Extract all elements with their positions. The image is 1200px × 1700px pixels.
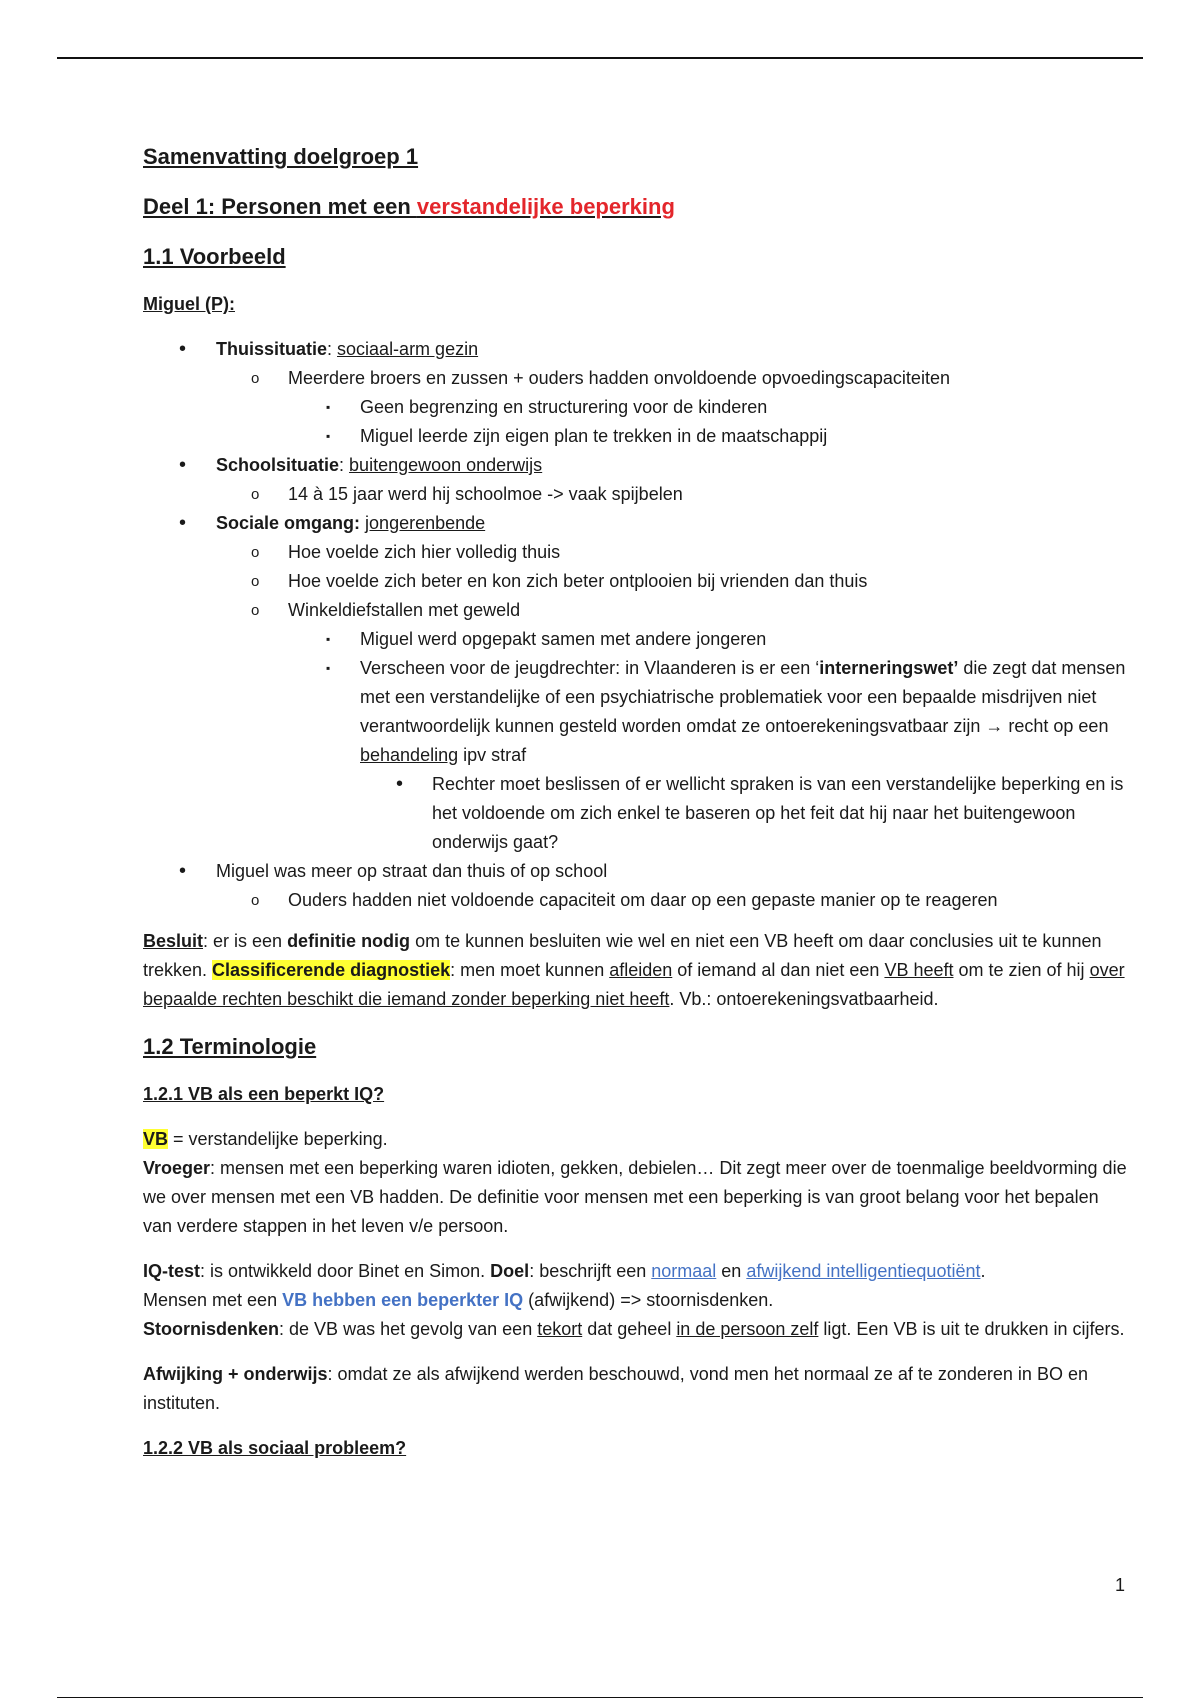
text-run: : de VB was het gevolg van een (279, 1319, 538, 1339)
besluit-label: Besluit (143, 931, 204, 951)
text-run: ligt. Een VB is uit te drukken in cijfers. (818, 1319, 1125, 1339)
thuis-value: sociaal-arm gezin (337, 339, 479, 359)
list-item-text: Winkeldiefstallen met geweld (288, 600, 521, 620)
bullet-icon: • (179, 860, 187, 882)
circle-bullet-icon: o (251, 544, 260, 561)
school-value: buitengewoon onderwijs (349, 455, 543, 475)
miguel-list (143, 335, 1128, 915)
circle-bullet-icon: o (251, 486, 260, 503)
vb-highlight: VB (143, 1129, 169, 1149)
circle-bullet-icon: o (251, 370, 260, 387)
list-item-text: Miguel leerde zijn eigen plan te trekken in de maatschappij (360, 426, 828, 446)
iq-test-label: IQ-test (143, 1261, 201, 1281)
text-run: : omdat ze als afwijkend werden beschouwd, vond men het normaal ze af te zonderen in BO en instituten. (143, 1364, 1088, 1413)
afwijking-paragraph (143, 1360, 1128, 1418)
list-item (143, 538, 1128, 567)
section-1-2-heading: 1.2 Terminologie (143, 1034, 317, 1059)
list-item (143, 857, 1128, 886)
bullet-icon: • (396, 773, 404, 795)
header-rule (57, 57, 1143, 59)
afwijking-label: Afwijking + onderwijs (143, 1364, 328, 1384)
list-item-text: Verscheen voor de jeugdrechter: in Vlaanderen is er een ‘ (360, 658, 820, 678)
miguel-heading: Miguel (P): (143, 294, 235, 314)
tekort-term: tekort (537, 1319, 583, 1339)
list-item-text: Rechter moet beslissen of er wellicht spraken is van een verstandelijke beperking en is het voldoende om zich enkel te baseren op het feit dat hij naar het buitengewoon onderwijs gaat? (432, 774, 1124, 852)
document-body (143, 140, 1128, 1479)
square-bullet-icon: ▪ (326, 429, 331, 443)
text-run: . Vb.: ontoerekeningsvatbaarheid. (669, 989, 939, 1009)
text-run: : men moet kunnen (450, 960, 610, 980)
thuis-label: Thuissituatie (216, 339, 328, 359)
list-item (143, 451, 1128, 480)
list-item (143, 770, 1128, 857)
doel-label: Doel (490, 1261, 530, 1281)
beperkter-iq-term: VB hebben een beperkter IQ (282, 1290, 524, 1310)
list-item-text: Hoe voelde zich beter en kon zich beter ontplooien bij vrienden dan thuis (288, 571, 868, 591)
list-item-text: Miguel was meer op straat dan thuis of op school (216, 861, 608, 881)
text-run: : beschrijft een (529, 1261, 652, 1281)
circle-bullet-icon: o (251, 573, 260, 590)
iq-paragraph (143, 1257, 1128, 1344)
text-run: om te zien of hij (953, 960, 1090, 980)
text-run: = verstandelijke beperking. (168, 1129, 388, 1149)
text-run: om te kunnen besluiten wie wel en niet een VB heeft om daar conclusies uit te kunnen trekken. (143, 931, 1102, 980)
text-run: : is ontwikkeld door Binet en Simon. (200, 1261, 491, 1281)
list-item-text: Geen begrenzing en structurering voor de kinderen (360, 397, 768, 417)
vb-heeft-term: VB heeft (884, 960, 954, 980)
sociaal-label: Sociale omgang: (216, 513, 361, 533)
persoon-zelf-term: in de persoon zelf (676, 1319, 819, 1339)
text-run: dat geheel (582, 1319, 677, 1339)
classificerende-highlight: Classificerende diagnostiek (212, 960, 451, 980)
section-1-1-heading: 1.1 Voorbeeld (143, 244, 286, 269)
list-item (143, 393, 1128, 422)
afleiden-term: afleiden (609, 960, 673, 980)
text-run: en (716, 1261, 747, 1281)
bullet-icon: • (179, 454, 187, 476)
school-label: Schoolsituatie (216, 455, 340, 475)
list-item-text: die zegt dat mensen met een verstandelijke of een psychiatrische problematiek voor een bepaalde misdrijven niet verantwoordelijk kunnen gesteld worden omdat ze ontoerekeningsvatbaar zijn → recht op een (360, 658, 1126, 736)
list-item-text: Ouders hadden niet voldoende capaciteit om daar op een gepaste manier op te reageren (288, 890, 998, 910)
text-run: (afwijkend) => stoornisdenken. (523, 1290, 774, 1310)
list-item-text: ipv straf (458, 745, 527, 765)
sociaal-value: jongerenbende (365, 513, 486, 533)
list-item (143, 596, 1128, 625)
list-item-text: Meerdere broers en zussen + ouders hadden onvoldoende opvoedingscapaciteiten (288, 368, 950, 388)
square-bullet-icon: ▪ (326, 661, 331, 675)
list-item-text: Miguel werd opgepakt samen met andere jongeren (360, 629, 767, 649)
besluit-paragraph (143, 927, 1128, 1014)
deel1-heading (143, 190, 1128, 224)
interneringswet-term: interneringswet’ (819, 658, 959, 678)
rechten-term: over bepaalde rechten beschikt die iemand zonder beperking niet heeft (143, 960, 1125, 1009)
square-bullet-icon: ▪ (326, 632, 331, 646)
list-item (143, 335, 1128, 364)
section-1-2-2-heading: 1.2.2 VB als sociaal probleem? (143, 1438, 407, 1458)
list-item (143, 567, 1128, 596)
circle-bullet-icon: o (251, 892, 260, 909)
school-colon: : (339, 455, 350, 475)
bullet-icon: • (179, 512, 187, 534)
list-item (143, 886, 1128, 915)
thuis-colon: : (327, 339, 338, 359)
footer-rule (57, 1697, 1143, 1698)
bullet-icon: • (179, 338, 187, 360)
list-item-text: 14 à 15 jaar werd hij schoolmoe -> vaak spijbelen (288, 484, 683, 504)
list-item (143, 625, 1128, 654)
list-item (143, 422, 1128, 451)
deel1-highlight: verstandelijke beperking (416, 194, 675, 219)
list-item (143, 509, 1128, 538)
stoornisdenken-label: Stoornisdenken (143, 1319, 280, 1339)
section-1-2-1-heading: 1.2.1 VB als een beperkt IQ? (143, 1084, 385, 1104)
definitie-term: definitie nodig (287, 931, 411, 951)
afwijkend-link[interactable]: afwijkend intelligentiequotiënt (746, 1261, 981, 1281)
square-bullet-icon: ▪ (326, 400, 331, 414)
text-run: : er is een (203, 931, 288, 951)
list-item-text: Hoe voelde zich hier volledig thuis (288, 542, 561, 562)
list-item (143, 480, 1128, 509)
list-item (143, 654, 1128, 770)
normaal-link[interactable]: normaal (651, 1261, 717, 1281)
text-run: . (980, 1261, 986, 1281)
deel1-prefix: Deel 1: Personen met een (143, 194, 417, 219)
behandeling-term: behandeling (360, 745, 459, 765)
page-number: 1 (1114, 1575, 1125, 1595)
vb-paragraph (143, 1125, 1128, 1241)
vroeger-label: Vroeger (143, 1158, 211, 1178)
document-title: Samenvatting doelgroep 1 (143, 144, 419, 169)
list-item (143, 364, 1128, 393)
text-run: of iemand al dan niet een (672, 960, 885, 980)
circle-bullet-icon: o (251, 602, 260, 619)
text-run: : mensen met een beperking waren idioten, gekken, debielen… Dit zegt meer over de toenmalige beeldvorming die we over mensen met een VB hadden. De definitie voor mensen met een beperking is van groot belang voor het bepalen van verdere stappen in het leven v/e persoon. (143, 1158, 1127, 1236)
text-run: Mensen met een (143, 1290, 283, 1310)
